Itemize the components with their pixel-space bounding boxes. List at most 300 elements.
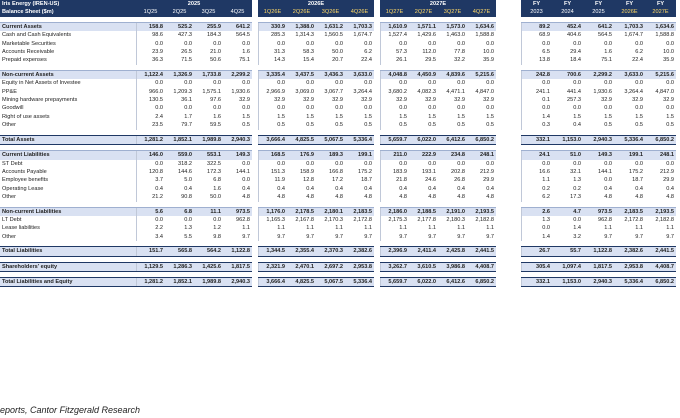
fy-value-cell: 1.5 [573, 113, 582, 120]
value-cell: 4,408.7 [467, 262, 496, 271]
fy-value-cell: 13.8 [521, 56, 552, 64]
value-cell: 36.3 [136, 56, 165, 64]
value-cell: 1,429.6 [417, 32, 437, 39]
value-cell: 4.8 [380, 193, 409, 201]
value-cell: 32.9 [380, 96, 409, 104]
value-cell: 2,183.5 [345, 207, 374, 216]
value-cell: 0.0 [242, 105, 251, 112]
quarter-header: 2Q25 [165, 8, 194, 16]
line-item-row [0, 176, 676, 184]
fy-value-cell: 51.0 [552, 151, 583, 160]
quarter-header: 2Q27E [409, 8, 438, 16]
value-cell: 0.5 [306, 122, 315, 129]
fy-value-cell: 1,122.8 [583, 247, 614, 256]
value-cell: 1,610.9 [380, 22, 409, 31]
row-label: Marketable Securities [2, 40, 56, 47]
line-item-row [0, 31, 676, 39]
value-cell: 32.9 [303, 97, 315, 104]
fy-value-cell: 149.3 [583, 151, 614, 160]
quarter-header: 4Q25 [223, 8, 252, 16]
value-cell: 3,264.4 [353, 88, 373, 95]
value-cell: 22.4 [361, 57, 373, 64]
fy-value-cell: 32.9 [663, 97, 675, 104]
fy-value-cell: 0.0 [573, 40, 582, 47]
value-cell: 0.0 [335, 80, 344, 87]
line-item-row [0, 193, 676, 201]
fy-value-cell: 26.7 [521, 247, 552, 256]
row-label: ST Debt [2, 160, 23, 167]
fy-value-cell: 6.5 [521, 48, 552, 56]
value-cell: 2,182.8 [475, 216, 495, 223]
value-cell: 0.0 [364, 40, 373, 47]
fy-value-cell: 1.4 [521, 113, 552, 121]
value-cell: 6.2 [364, 49, 373, 56]
row-label: Cash and Cash Equivalents [2, 32, 72, 39]
value-cell: 1.1 [380, 224, 409, 232]
fy-value-cell: 2,193.5 [645, 207, 676, 216]
value-cell: 1,989.8 [194, 277, 223, 286]
line-item-row [0, 121, 676, 129]
value-cell: 0.0 [306, 40, 315, 47]
fy-year-header: 2023 [521, 8, 552, 16]
line-item-row [0, 104, 676, 112]
value-cell: 0.0 [457, 80, 466, 87]
value-cell: 6,850.2 [467, 135, 496, 144]
value-cell: 17.2 [332, 177, 344, 184]
value-cell: 3,680.2 [380, 88, 409, 96]
value-cell: 1,588.8 [475, 32, 495, 39]
fy-value-cell: 3,633.0 [614, 70, 645, 79]
value-cell: 1.5 [258, 113, 287, 121]
value-cell: 112.0 [422, 49, 437, 56]
value-cell: 553.1 [194, 151, 223, 160]
fy-value-cell: 1,153.0 [552, 277, 583, 286]
value-cell: 0.0 [258, 160, 287, 168]
value-cell: 0.0 [136, 216, 165, 224]
value-cell: 9.7 [486, 233, 495, 240]
value-cell: 0.4 [184, 185, 192, 192]
fy-value-cell: 2,172.8 [624, 216, 644, 223]
value-cell: 1.1 [306, 225, 315, 232]
value-cell: 9.7 [242, 233, 251, 240]
value-cell: 4,825.5 [287, 277, 316, 286]
value-cell: 222.9 [409, 151, 438, 160]
value-cell: 318.2 [178, 160, 192, 167]
value-cell: 2,953.8 [345, 262, 374, 271]
value-cell: 9.7 [306, 233, 315, 240]
fy-value-cell: 175.2 [629, 168, 644, 175]
value-cell: 1,129.5 [136, 262, 165, 271]
fy-value-cell: 564.5 [598, 32, 613, 39]
value-cell: 0.0 [428, 160, 437, 167]
fy-value-cell: 0.5 [604, 122, 613, 129]
value-cell: 3,437.5 [287, 70, 316, 79]
value-cell: 2,396.9 [380, 247, 409, 256]
fy-value-cell: 29.4 [570, 49, 582, 56]
value-cell: 2,177.8 [417, 216, 437, 223]
value-cell: 146.0 [136, 151, 165, 160]
value-cell: 2,180.3 [446, 216, 466, 223]
total-row [0, 247, 676, 256]
value-cell: 0.5 [242, 122, 251, 129]
value-cell: 0.0 [457, 40, 466, 47]
value-cell: 3,610.5 [409, 262, 438, 271]
value-cell: 184.3 [207, 32, 221, 39]
value-cell: 1,281.2 [136, 277, 165, 286]
fy-value-cell: 0.0 [604, 177, 613, 184]
value-cell: 21.0 [210, 49, 221, 56]
value-cell: 5,659.7 [380, 135, 409, 144]
fy-value-cell: 199.1 [614, 151, 645, 160]
value-cell: 0.4 [258, 185, 287, 193]
value-cell: 1,314.3 [295, 32, 315, 39]
value-cell: 2,299.2 [223, 70, 252, 79]
fy-value-cell: 6.2 [521, 193, 552, 201]
fy-value-cell: 0.0 [604, 40, 613, 47]
value-cell: 0.0 [380, 104, 409, 112]
quarter-header: 3Q26E [316, 8, 345, 16]
value-cell: 5.6 [136, 207, 165, 216]
value-cell: 0.0 [184, 80, 192, 87]
fy-value-cell: 6,850.2 [645, 277, 676, 286]
value-cell: 189.3 [316, 151, 345, 160]
value-cell: 1.5 [306, 113, 315, 120]
value-cell: 1.1 [242, 225, 251, 232]
fy-value-cell: 0.0 [521, 224, 552, 232]
fy-value-cell: 4.8 [604, 194, 613, 201]
value-cell: 1,425.6 [194, 262, 223, 271]
value-cell: 183.9 [380, 168, 409, 176]
value-cell: 2.2 [136, 224, 165, 232]
fy-value-cell: 4.8 [666, 194, 675, 201]
value-cell: 32.9 [239, 97, 251, 104]
line-item-row [0, 216, 676, 224]
source-footnote: eports, Cantor Fitzgerald Research [0, 405, 141, 415]
fy-value-cell: 1.6 [604, 49, 613, 56]
fy-value-cell: 0.4 [604, 185, 613, 192]
value-cell: 14.3 [258, 56, 287, 64]
fy-value-cell: 441.4 [567, 88, 582, 95]
value-cell: 0.5 [486, 122, 495, 129]
fy-value-cell: 2,299.2 [583, 70, 614, 79]
value-cell: 57.3 [380, 48, 409, 56]
value-cell: 98.6 [136, 31, 165, 39]
fy-value-cell: 18.7 [632, 177, 644, 184]
value-cell: 0.0 [486, 40, 495, 47]
value-cell: 151.3 [258, 168, 287, 176]
value-cell: 3,335.4 [258, 70, 287, 79]
value-cell: 2,193.5 [467, 207, 496, 216]
value-cell: 2,180.1 [316, 207, 345, 216]
value-cell: 2,441.5 [467, 247, 496, 256]
section-row [0, 207, 676, 216]
value-cell: 5,067.5 [316, 277, 345, 286]
value-cell: 1,852.1 [165, 135, 194, 144]
value-cell: 1.1 [364, 225, 373, 232]
value-cell: 0.0 [364, 80, 373, 87]
value-cell: 2,966.9 [258, 88, 287, 96]
value-cell: 641.2 [223, 22, 252, 31]
value-cell: 1.5 [242, 113, 251, 120]
row-label: LT Debt [2, 216, 22, 223]
row-label: Prepaid expenses [2, 57, 47, 64]
value-cell: 9.7 [364, 233, 373, 240]
value-cell: 2,178.5 [287, 207, 316, 216]
value-cell: 0.0 [213, 105, 221, 112]
line-item-row [0, 56, 676, 64]
value-cell: 0.0 [242, 80, 251, 87]
fy-value-cell: 1.4 [521, 233, 552, 241]
header-row-years [0, 0, 676, 8]
row-label: Right of use assets [2, 113, 50, 120]
value-cell: 90.8 [181, 194, 192, 201]
value-cell: 0.0 [380, 40, 409, 48]
value-cell: 0.0 [242, 160, 251, 167]
fy-value-cell: 1.3 [573, 177, 582, 184]
fy-value-cell: 241.1 [521, 88, 552, 96]
value-cell: 1,527.4 [380, 31, 409, 39]
value-cell: 0.0 [242, 40, 251, 47]
fy-value-cell: 75.1 [601, 57, 613, 64]
fy-value-cell: 641.2 [583, 22, 614, 31]
value-cell: 0.5 [457, 122, 466, 129]
value-cell: 79.7 [181, 122, 192, 129]
value-cell: 0.4 [428, 185, 437, 192]
value-cell: 11.1 [194, 207, 223, 216]
value-cell: 6,412.6 [438, 135, 467, 144]
value-cell: 130.5 [136, 96, 165, 104]
value-cell: 0.4 [136, 185, 165, 193]
quarter-header: 1Q26E [258, 8, 287, 16]
line-item-row [0, 160, 676, 168]
fy-header: FY [614, 0, 645, 8]
value-cell: 2,355.4 [287, 247, 316, 256]
value-cell: 1.7 [184, 113, 192, 120]
fy-value-cell: 2,183.5 [614, 207, 645, 216]
fy-value-cell: 248.1 [645, 151, 676, 160]
value-cell: 1.6 [213, 113, 221, 120]
value-cell: 2,425.8 [438, 247, 467, 256]
value-cell: 4,839.6 [438, 70, 467, 79]
fy-value-cell: 1.4 [573, 225, 582, 232]
value-cell: 1.5 [457, 113, 466, 120]
line-item-row [0, 168, 676, 176]
value-cell: 565.8 [165, 247, 194, 256]
row-label: PP&E [2, 88, 17, 95]
value-cell: 0.5 [428, 122, 437, 129]
value-cell: 2,411.4 [409, 247, 438, 256]
value-cell: 0.0 [258, 40, 287, 48]
fy-value-cell: 404.6 [567, 32, 582, 39]
sheet-title: Balance Sheet ($m) [0, 8, 136, 16]
fy-value-cell: 2,953.8 [614, 262, 645, 271]
year-header-2025: 2025 [136, 0, 252, 8]
value-cell: 158.9 [300, 168, 315, 175]
value-cell: 71.5 [181, 57, 192, 64]
value-cell: 50.0 [332, 49, 344, 56]
fy-value-cell: 0.5 [666, 122, 675, 129]
quarter-header: 4Q26E [345, 8, 374, 16]
value-cell: 1,571.1 [409, 22, 438, 31]
line-item-row [0, 185, 676, 193]
value-cell: 2,172.8 [353, 216, 373, 223]
fy-value-cell: 0.4 [573, 122, 582, 129]
fy-year-header: 2025 [583, 8, 614, 16]
fy-value-cell: 1.1 [666, 225, 675, 232]
value-cell: 4,048.8 [380, 70, 409, 79]
fy-value-cell: 962.8 [598, 216, 613, 223]
value-cell: 1,674.7 [353, 32, 373, 39]
value-cell: 0.4 [457, 185, 466, 192]
value-cell: 1,817.5 [223, 262, 252, 271]
fy-value-cell: 89.2 [521, 22, 552, 31]
fy-value-cell: 305.4 [521, 262, 552, 271]
value-cell: 4.8 [242, 194, 251, 201]
value-cell: 1,165.3 [258, 216, 287, 224]
value-cell: 4.8 [364, 194, 373, 201]
value-cell: 1,388.0 [287, 22, 316, 31]
fy-value-cell: 332.1 [521, 277, 552, 286]
year-header-2026e: 2026E [258, 0, 374, 8]
value-cell: 4.8 [428, 194, 437, 201]
value-cell: 1,631.2 [316, 22, 345, 31]
value-cell: 5,215.6 [467, 70, 496, 79]
value-cell: 32.9 [483, 97, 495, 104]
row-label: Non-current Liabilities [0, 207, 136, 216]
value-cell: 0.0 [306, 160, 315, 167]
fy-value-cell: 332.1 [521, 135, 552, 144]
value-cell: 3,666.4 [258, 277, 287, 286]
fy-value-cell: 6.2 [635, 49, 644, 56]
value-cell: 120.8 [136, 168, 165, 176]
line-item-row [0, 113, 676, 121]
fy-year-header: 2026E [614, 8, 645, 16]
value-cell: 3,069.0 [295, 88, 315, 95]
value-cell: 1.3 [184, 225, 192, 232]
value-cell: 1,989.8 [194, 135, 223, 144]
fy-value-cell: 1,817.5 [583, 262, 614, 271]
value-cell: 32.2 [454, 57, 466, 64]
fy-value-cell: 0.0 [666, 40, 675, 47]
value-cell: 0.0 [428, 40, 437, 47]
value-cell: 35.9 [483, 57, 495, 64]
fy-value-cell: 5,215.6 [645, 70, 676, 79]
fy-value-cell: 9.7 [635, 233, 644, 240]
fy-value-cell: 1.1 [604, 225, 613, 232]
value-cell: 158.8 [136, 22, 165, 31]
value-cell: 6,022.0 [409, 277, 438, 286]
value-cell: 1,326.9 [165, 70, 194, 79]
section-row [0, 151, 676, 160]
fy-value-cell: 0.0 [666, 80, 675, 87]
value-cell: 0.0 [335, 40, 344, 47]
row-label: Other [2, 194, 16, 201]
fy-value-cell: 0.0 [573, 80, 582, 87]
value-cell: 3,666.4 [258, 135, 287, 144]
value-cell: 0.5 [380, 121, 409, 129]
value-cell: 0.0 [486, 80, 495, 87]
fy-value-cell: 3.2 [573, 233, 582, 240]
header-row-periods [0, 8, 676, 16]
fy-value-cell: 0.2 [573, 185, 582, 192]
value-cell: 0.0 [258, 104, 287, 112]
value-cell: 966.0 [136, 88, 165, 96]
fy-value-cell: 1,634.6 [645, 22, 676, 31]
balance-sheet-body [0, 17, 676, 287]
value-cell: 6,850.2 [467, 277, 496, 286]
value-cell: 12.8 [303, 177, 315, 184]
value-cell: 4.8 [258, 193, 287, 201]
value-cell: 0.4 [242, 185, 251, 192]
fy-value-cell: 10.0 [663, 49, 675, 56]
value-cell: 4,450.9 [409, 70, 438, 79]
value-cell: 1.1 [428, 225, 437, 232]
value-cell: 973.5 [223, 207, 252, 216]
value-cell: 1,703.3 [345, 22, 374, 31]
row-label: Total Liabilities and Equity [0, 277, 136, 286]
line-item-row [0, 233, 676, 241]
value-cell: 2,940.3 [223, 277, 252, 286]
row-label: Operating Lease [2, 185, 44, 192]
value-cell: 0.0 [457, 105, 466, 112]
value-cell: 564.2 [194, 247, 223, 256]
fy-value-cell: 0.0 [521, 40, 552, 48]
row-label: Shareholders' equity [0, 262, 136, 271]
fy-value-cell: 0.0 [521, 160, 552, 168]
fy-value-cell: 0.0 [573, 105, 582, 112]
fy-header: FY [645, 0, 676, 8]
fy-value-cell: 973.5 [583, 207, 614, 216]
value-cell: 1,573.0 [438, 22, 467, 31]
value-cell: 255.9 [194, 22, 223, 31]
fy-value-cell: 1,097.4 [552, 262, 583, 271]
value-cell: 0.0 [306, 105, 315, 112]
fy-year-header: 2024 [552, 8, 583, 16]
row-label: Lease liabilities [2, 225, 40, 232]
fy-value-cell: 18.4 [570, 57, 582, 64]
row-label: Mining hardware prepayments [2, 97, 78, 104]
value-cell: 26.5 [181, 49, 192, 56]
line-item-row [0, 48, 676, 56]
value-cell: 31.3 [258, 48, 287, 56]
fy-value-cell: 17.3 [570, 194, 582, 201]
value-cell: 0.0 [184, 105, 192, 112]
value-cell: 5,336.4 [345, 277, 374, 286]
quarter-header: 2Q26E [287, 8, 316, 16]
fy-value-cell: 35.9 [663, 57, 675, 64]
value-cell: 0.5 [335, 122, 344, 129]
value-cell: 234.8 [438, 151, 467, 160]
value-cell: 3,436.3 [316, 70, 345, 79]
value-cell: 0.0 [380, 79, 409, 87]
row-label: Current Liabilities [0, 151, 136, 160]
value-cell: 3,633.0 [345, 70, 374, 79]
value-cell: 172.3 [207, 168, 221, 175]
value-cell: 0.0 [258, 79, 287, 87]
value-cell: 9.7 [428, 233, 437, 240]
fy-value-cell: 0.0 [635, 160, 644, 167]
value-cell: 0.0 [335, 160, 344, 167]
fy-value-cell: 2,182.8 [655, 216, 675, 223]
value-cell: 6,412.6 [438, 277, 467, 286]
value-cell: 3,262.7 [380, 262, 409, 271]
fy-value-cell: 6,850.2 [645, 135, 676, 144]
value-cell: 20.7 [332, 57, 344, 64]
fy-value-cell: 1.5 [666, 113, 675, 120]
fy-value-cell: 3,264.4 [624, 88, 644, 95]
value-cell: 32.9 [361, 97, 373, 104]
quarter-header: 1Q25 [136, 8, 165, 16]
